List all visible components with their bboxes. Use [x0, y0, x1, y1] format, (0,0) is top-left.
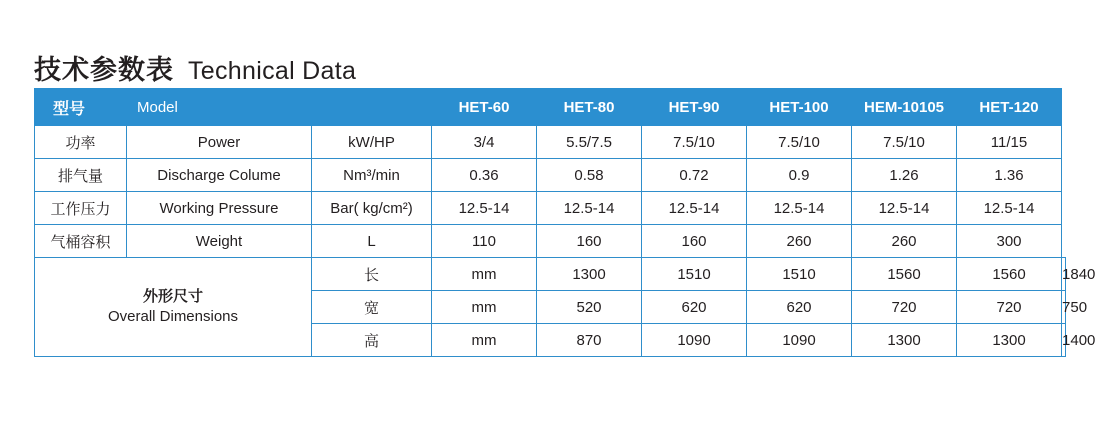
- row-label-en: Working Pressure: [127, 192, 312, 225]
- dimension-unit: mm: [432, 291, 537, 324]
- page-title-cn: 技术参数表: [34, 55, 174, 85]
- cell-value: 1300: [957, 324, 1062, 357]
- cell-value: 620: [642, 291, 747, 324]
- table-row: [35, 126, 1066, 159]
- cell-value: 7.5/10: [642, 126, 747, 159]
- cell-value: 720: [957, 291, 1062, 324]
- row-label-en: Power: [127, 126, 312, 159]
- table-row: [35, 192, 1066, 225]
- cell-value: 1.26: [852, 159, 957, 192]
- cell-value: 1300: [852, 324, 957, 357]
- table-row: [35, 225, 1066, 258]
- cell-value: 12.5-14: [642, 192, 747, 225]
- cell-value: 160: [537, 225, 642, 258]
- dimensions-label-en: Overall Dimensions: [107, 308, 239, 325]
- cell-value: 300: [957, 225, 1062, 258]
- row-label-cn: 功率: [35, 126, 127, 159]
- dimension-sub-label: 长: [312, 258, 432, 291]
- cell-value: 3/4: [432, 126, 537, 159]
- row-label-cn: 排气量: [35, 159, 127, 192]
- cell-value: 7.5/10: [852, 126, 957, 159]
- header-model-6: HET-120: [957, 89, 1062, 126]
- cell-value: 12.5-14: [537, 192, 642, 225]
- header-model-1: HET-60: [432, 89, 537, 126]
- table-row: [35, 159, 1066, 192]
- cell-value: 7.5/10: [747, 126, 852, 159]
- cell-value: 12.5-14: [747, 192, 852, 225]
- cell-value: 260: [747, 225, 852, 258]
- table-header-row: [35, 89, 1066, 126]
- cell-value: 1400: [1062, 324, 1066, 357]
- row-label-cn: 工作压力: [35, 192, 127, 225]
- row-label-en: Discharge Colume: [127, 159, 312, 192]
- header-model-4: HET-100: [747, 89, 852, 126]
- cell-value: 1510: [642, 258, 747, 291]
- header-model-2: HET-80: [537, 89, 642, 126]
- cell-value: 1560: [957, 258, 1062, 291]
- cell-value: 1090: [747, 324, 852, 357]
- table-row-dimension: [35, 258, 1066, 291]
- cell-value: 12.5-14: [852, 192, 957, 225]
- page-title: [34, 48, 356, 87]
- dimension-unit: mm: [432, 258, 537, 291]
- dimensions-label-cn: 外形尺寸: [142, 287, 203, 305]
- row-label-en: Weight: [127, 225, 312, 258]
- row-unit: kW/HP: [312, 126, 432, 159]
- row-unit: L: [312, 225, 432, 258]
- cell-value: 110: [432, 225, 537, 258]
- cell-value: 11/15: [957, 126, 1062, 159]
- cell-value: 1510: [747, 258, 852, 291]
- dimensions-label: [35, 258, 312, 357]
- cell-value: 12.5-14: [957, 192, 1062, 225]
- cell-value: 260: [852, 225, 957, 258]
- page-title-en: Technical Data: [188, 57, 357, 85]
- dimension-sub-label: 高: [312, 324, 432, 357]
- dimension-unit: mm: [432, 324, 537, 357]
- header-model-3: HET-90: [642, 89, 747, 126]
- row-unit: Bar( kg/cm²): [312, 192, 432, 225]
- cell-value: 1300: [537, 258, 642, 291]
- cell-value: 720: [852, 291, 957, 324]
- row-unit: Nm³/min: [312, 159, 432, 192]
- cell-value: 520: [537, 291, 642, 324]
- cell-value: 0.72: [642, 159, 747, 192]
- dimension-sub-label: 宽: [312, 291, 432, 324]
- technical-data-table: [34, 88, 1096, 357]
- cell-value: 160: [642, 225, 747, 258]
- cell-value: 0.36: [432, 159, 537, 192]
- cell-value: 1.36: [957, 159, 1062, 192]
- cell-value: 12.5-14: [432, 192, 537, 225]
- header-label-cn: 型号: [35, 89, 127, 126]
- row-label-cn: 气桶容积: [35, 225, 127, 258]
- cell-value: 620: [747, 291, 852, 324]
- header-model-5: HEM-10105: [852, 89, 957, 126]
- header-label-en: Model: [127, 89, 432, 126]
- cell-value: 0.58: [537, 159, 642, 192]
- cell-value: 750: [1062, 291, 1066, 324]
- cell-value: 5.5/7.5: [537, 126, 642, 159]
- cell-value: 0.9: [747, 159, 852, 192]
- cell-value: 1090: [642, 324, 747, 357]
- cell-value: 1560: [852, 258, 957, 291]
- cell-value: 870: [537, 324, 642, 357]
- cell-value: 1840: [1062, 258, 1066, 291]
